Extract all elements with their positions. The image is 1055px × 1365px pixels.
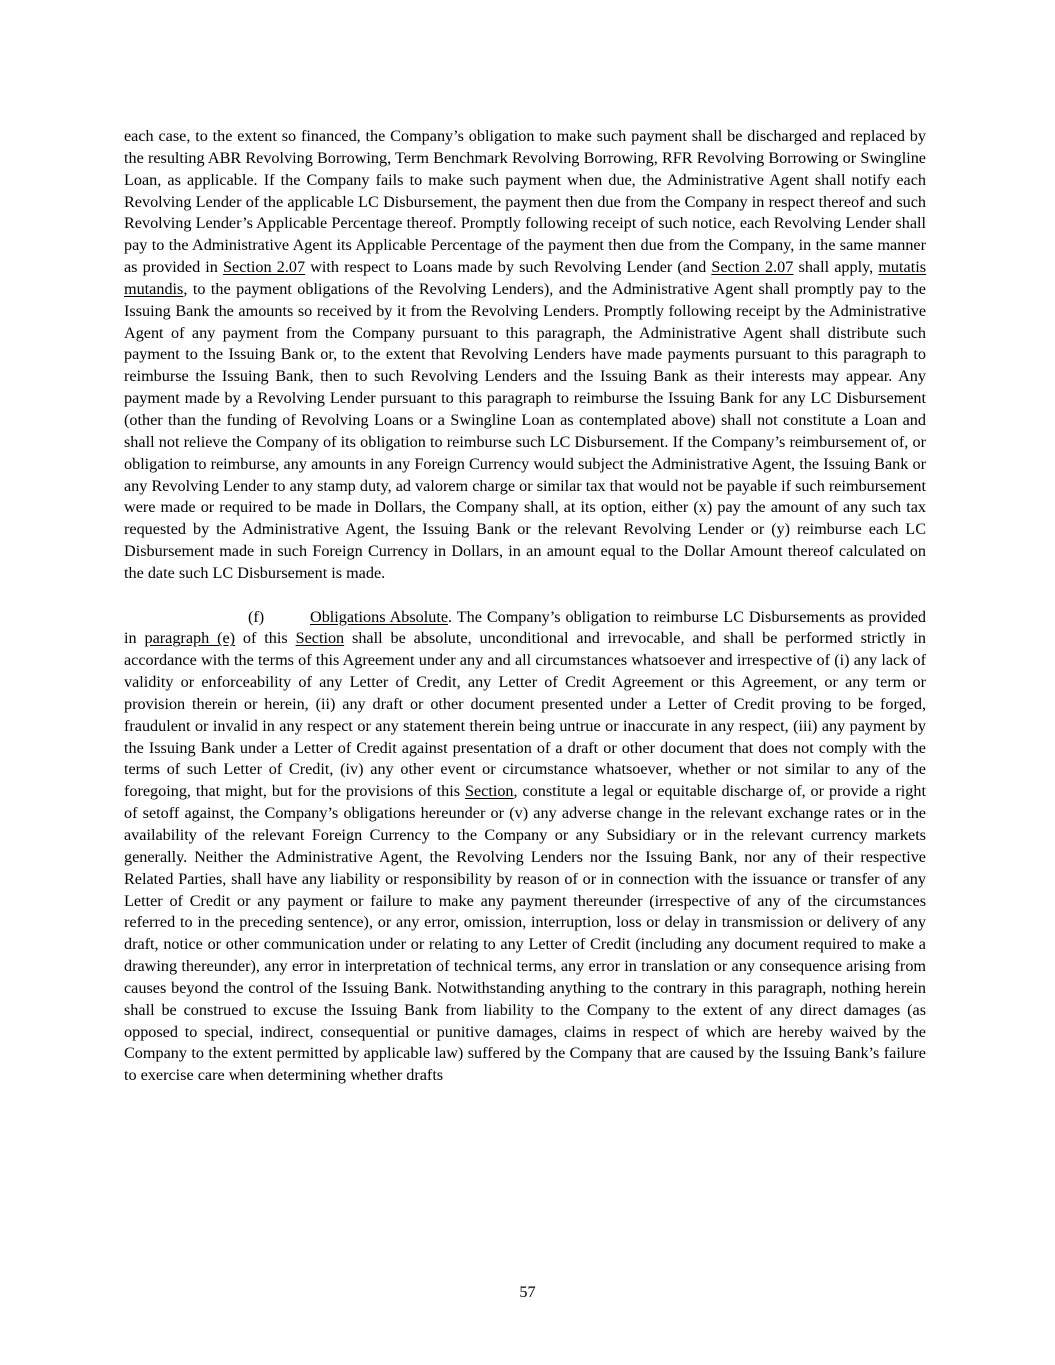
section-reference-2: Section <box>464 782 514 801</box>
paragraph-e-reference: paragraph (e) <box>144 629 236 648</box>
paragraph-f <box>124 607 926 1088</box>
mutandis-term: mutandis <box>124 279 184 298</box>
section-reference: Section <box>295 629 345 648</box>
para-e-text-3: shall apply, <box>793 258 879 277</box>
para-e-text-4: , to the payment obligations of the Revolving Lenders), and the Administrative Agent shall promptly pay to the Issuing Bank the amounts so received by it from the Revolving Lenders. Promptly following receipt by the Administrative Agent of any payment from the Company pursuant to this paragraph, the Administrative Agent shall distribute such payment to the Issuing Bank or, to the extent that Revolving Lenders have made payments pursuant to this paragraph to reimburse the Issuing Bank, then to such Revolving Lenders and the Issuing Bank as their interests may appear. Any payment made by a Revolving Lender pursuant to this paragraph to reimburse the Issuing Bank for any LC Disbursement (other than the funding of Revolving Loans or a Swingline Loan as contemplated above) shall not constitute a Loan and shall not relieve the Company of its obligation to reimburse such LC Disbursement. If the Company’s reimbursement of, or obligation to reimburse, any amounts in any Foreign Currency would subject the Administrative Agent, the Issuing Bank or any Revolving Lender to any stamp duty, ad valorem charge or similar tax that would not be payable if such reimbursement were made or required to be made in Dollars, the Company shall, at its option, either (x) pay the amount of any such tax requested by the Administrative Agent, the Issuing Bank or the relevant Revolving Lender or (y) reimburse each LC Disbursement made in such Foreign Currency in Dollars, in an amount equal to the Dollar Amount thereof calculated on the date such LC Disbursement is made. <box>124 279 926 582</box>
para-e-text-2: with respect to Loans made by such Revolving Lender (and <box>305 258 712 277</box>
page-number: 57 <box>519 1283 536 1301</box>
para-f-text-4: , constitute a legal or equitable discharge of, or provide a right of setoff against, the Company’s obligations hereunder or (v) any adverse change in the relevant exchange rates or in the availability of the relevant Foreign Currency to the Company or any Subsidiary or in the relevant currency markets generally. Neither the Administrative Agent, the Revolving Lenders nor the Issuing Bank, nor any of their respective Related Parties, shall have any liability or responsibility by reason of or in connection with the issuance or transfer of any Letter of Credit or any payment or failure to make any payment thereunder (irrespective of any of the circumstances referred to in the preceding sentence), or any error, omission, interruption, loss or delay in transmission or delivery of any draft, notice or other communication under or relating to any Letter of Credit (including any document required to make a drawing thereunder), any error in interpretation of technical terms, any error in translation or any consequence arising from causes beyond the control of the Issuing Bank. Notwithstanding anything to the contrary in this paragraph, nothing herein shall be construed to excuse the Issuing Bank from liability to the Company to the extent of any direct damages (as opposed to special, indirect, consequential or punitive damages, claims in respect of which are hereby waived by the Company to the extent permitted by applicable law) suffered by the Company that are caused by the Issuing Bank’s failure to exercise care when determining whether drafts <box>124 782 926 1085</box>
document-body <box>124 126 926 1087</box>
mutatis-term: mutatis <box>878 258 926 277</box>
para-f-text-3: shall be absolute, unconditional and irrevocable, and shall be performed strictly in accordance with the terms of this Agreement under any and all circumstances whatsoever and irrespective of (i) any lack of validity or enforceability of any Letter of Credit, any Letter of Credit Agreement or this Agreement, or any term or provision therein or herein, (ii) any draft or other document presented under a Letter of Credit proving to be forged, fraudulent or invalid in any respect or any statement therein being untrue or inaccurate in any respect, (iii) any payment by the Issuing Bank under a Letter of Credit against presentation of a draft or other document that does not comply with the terms of such Letter of Credit, (iv) any other event or circumstance whatsoever, whether or not similar to any of the foregoing, that might, but for the provisions of this <box>124 629 927 801</box>
section-2-07-reference-2: Section 2.07 <box>711 258 794 277</box>
paragraph-e-continuation <box>124 126 926 585</box>
para-e-text-1: each case, to the extent so financed, the Company’s obligation to make such payment shall be discharged and replaced by the resulting ABR Revolving Borrowing, Term Benchmark Revolving Borrowing, RFR Revolving Borrowing or Swingline Loan, as applicable. If the Company fails to make such payment when due, the Administrative Agent shall notify each Revolving Lender of the applicable LC Disbursement, the payment then due from the Company in respect thereof and such Revolving Lender’s Applicable Percentage thereof. Promptly following receipt of such notice, each Revolving Lender shall pay to the Administrative Agent its Applicable Percentage of the payment then due from the Company, in the same manner as provided in <box>124 127 926 277</box>
para-f-text-2: of this <box>235 629 296 648</box>
section-2-07-reference: Section 2.07 <box>223 258 306 277</box>
paragraph-f-label: (f) <box>248 607 265 626</box>
para-f-text-1: . The Company’s obligation to reimburse LC Disbursements as provided in <box>124 607 926 648</box>
obligations-absolute-heading: Obligations Absolute <box>310 607 449 626</box>
